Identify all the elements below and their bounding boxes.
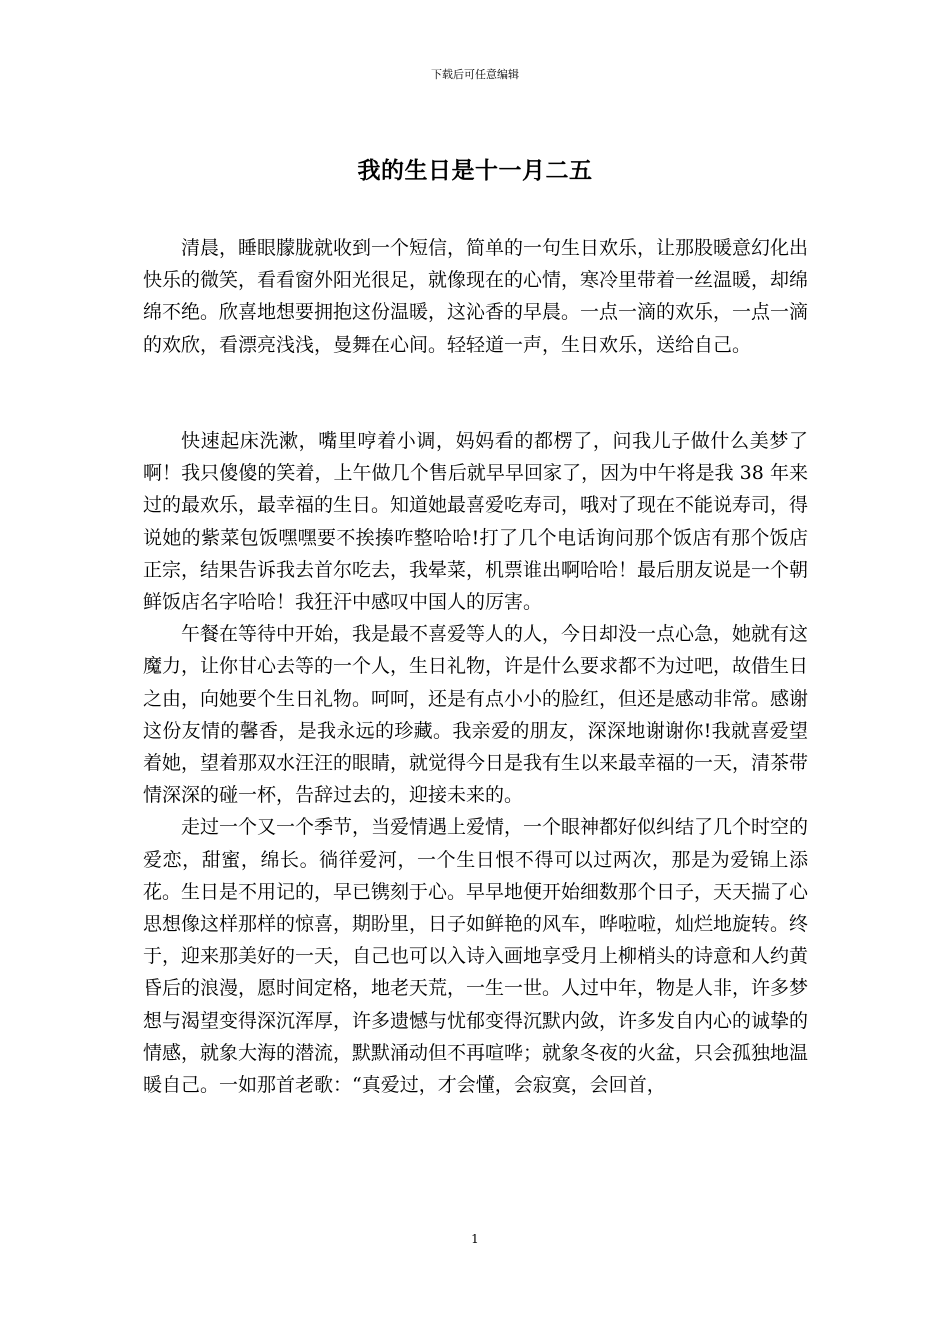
paragraph-4: 走过一个又一个季节，当爱情遇上爱情，一个眼神都好似纠结了几个时空的爱恋，甜蜜，绵长。徜徉爱河，一个生日恨不得可以过两次，那是为爱锦上添花。生日是不用记的，早已镌刻于心。早早地便开始细数那个日子，天天揣了心思想像这样那样的惊喜，期盼里，日子如鲜艳的风车，哗啦啦，灿烂地旋转。终于，迎来那美好的一天，自己也可以入诗入画地享受月上柳梢头的诗意和人约黄昏后的浪漫，愿时间定格，地老天荒，一生一世。人过中年，物是人非，许多梦想与渴望变得深沉浑厚，许多遗憾与忧郁变得沉默内敛，许多发自内心的诚挚的情感，就象大海的潜流，默默涌动但不再喧哗；就象冬夜的火盆，只会孤独地温暖自己。一如那首老歌：“真爱过，才会懂，会寂寞，会回首， [143, 816, 809, 1097]
paragraph-2: 快速起床洗漱，嘴里哼着小调，妈妈看的都楞了，问我儿子做什么美梦了啊！我只傻傻的笑着，上午做几个售后就早早回家了，因为中午将是我 38 年来过的最欢乐，最幸福的生日。知道她最喜爱吃寿司，哦对了现在不能说寿司，得说她的紫菜包饭嘿嘿要不挨揍咋整哈哈!打了几个电话询问那个饭店有那个饭店正宗，结果告诉我去首尔吃去，我晕菜，机票谁出啊哈哈！最后朋友说是一个朝鲜饭店名字哈哈！我狂汗中感叹中国人的厉害。 [143, 430, 809, 614]
body-text-2 [143, 425, 808, 1101]
paragraph-1: 清晨，睡眼朦胧就收到一个短信，简单的一句生日欢乐，让那股暖意幻化出快乐的微笑，看看窗外阳光很足，就像现在的心情，寒冷里带着一丝温暖，却绵绵不绝。欣喜地想要拥抱这份温暖，这沁香的早晨。一点一滴的欢乐，一点一滴的欢欣，看漂亮浅浅，曼舞在心间。轻轻道一声，生日欢乐，送给自己。 [143, 237, 809, 356]
page-number: 1 [471, 1232, 479, 1246]
document-title: 我的生日是十一月二五 [357, 157, 593, 184]
header-note: 下载后可任意编辑 [431, 68, 519, 81]
paragraph-3: 午餐在等待中开始，我是最不喜爱等人的人，今日却没一点心急，她就有这魔力，让你甘心去等的一个人，生日礼物，许是什么要求都不为过吧，故借生日之由，向她要个生日礼物。呵呵，还是有点小小的脸红，但还是感动非常。感谢这份友情的馨香，是我永远的珍藏。我亲爱的朋友，深深地谢谢你!我就喜爱望着她，望着那双水汪汪的眼睛，就觉得今日是我有生以来最幸福的一天，清茶带情深深的碰一杯，告辞过去的，迎接未来的。 [143, 623, 809, 807]
body-text-1 [143, 232, 808, 361]
